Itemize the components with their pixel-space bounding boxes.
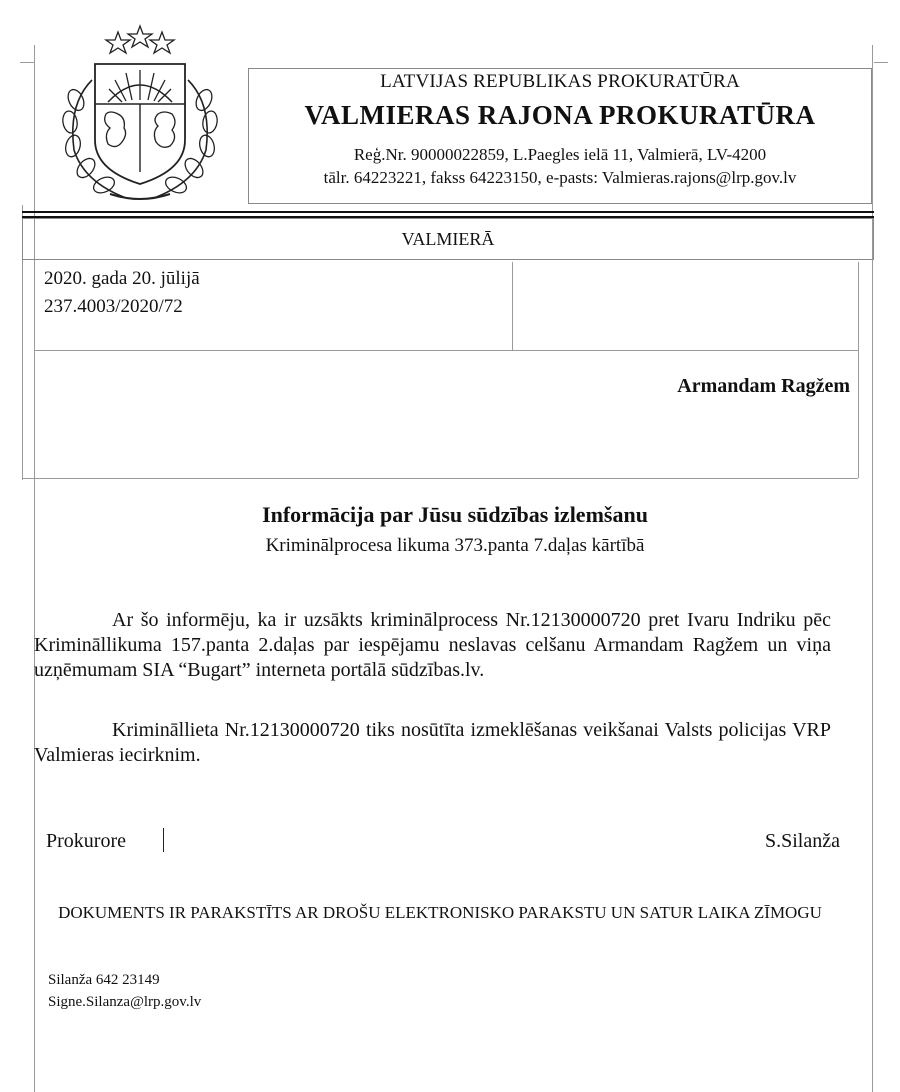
signature-placeholder (163, 828, 164, 852)
place-name: VALMIERĀ (401, 229, 495, 249)
table-row-divider (34, 350, 858, 351)
office-contacts: tālr. 64223221, fakss 64223150, e-pasts: Valmieras.rajons@lrp.gov.lv (323, 168, 797, 187)
table-column-divider (512, 262, 513, 350)
table-bottom-border (22, 478, 858, 479)
document-number: 237.4003/2020/72 (44, 296, 183, 317)
recipient-name: Armandam Ragžem (677, 375, 850, 397)
corner-mark (20, 62, 34, 63)
table-border-right (858, 262, 859, 478)
page-margin-left (34, 45, 35, 1092)
body-paragraph-1: Ar šo informēju, ka ir uzsākts kriminālprocess Nr.12130000720 pret Ivaru Indriku pēc Krimināllikuma 157.panta 2.daļas par iespējamu neslavas celšanu Armandam Ragžem un viņa uzņēmumam SIA “Bugart” interneta portālā sūdzības.lv. (34, 609, 831, 681)
office-name: VALMIERAS RAJONA PROKURATŪRA (304, 100, 816, 130)
e-signature-notice: DOKUMENTS IR PARAKSTĪTS AR DROŠU ELEKTRONISKO PARAKSTU UN SATUR LAIKA ZĪMOGU (58, 903, 822, 922)
office-address: Reģ.Nr. 90000022859, L.Paegles ielā 11, Valmierā, LV-4200 (353, 145, 767, 164)
institution-name: LATVIJAS REPUBLIKAS PROKURATŪRA (380, 71, 740, 92)
body-paragraph-2: Krimināllieta Nr.12130000720 tiks nosūtīta izmeklēšanas veikšanai Valsts policijas VRP Valmieras iecirknim. (34, 719, 831, 766)
document-subtitle: Kriminālprocesa likuma 373.panta 7.daļas kārtībā (265, 535, 645, 556)
coat-of-arms-icon (40, 22, 225, 207)
page-margin-right (872, 45, 873, 1092)
header-rule-top (22, 211, 874, 213)
document-date: 2020. gada 20. jūlijā (44, 268, 200, 289)
signer-role: Prokurore (46, 830, 126, 852)
corner-mark (874, 62, 888, 63)
document-title: Informācija par Jūsu sūdzības izlemšanu (262, 502, 648, 527)
contact-phone: Silanža 642 23149 (48, 972, 160, 988)
contact-email: Signe.Silanza@lrp.gov.lv (48, 994, 202, 1010)
signer-name: S.Silanža (765, 830, 840, 852)
